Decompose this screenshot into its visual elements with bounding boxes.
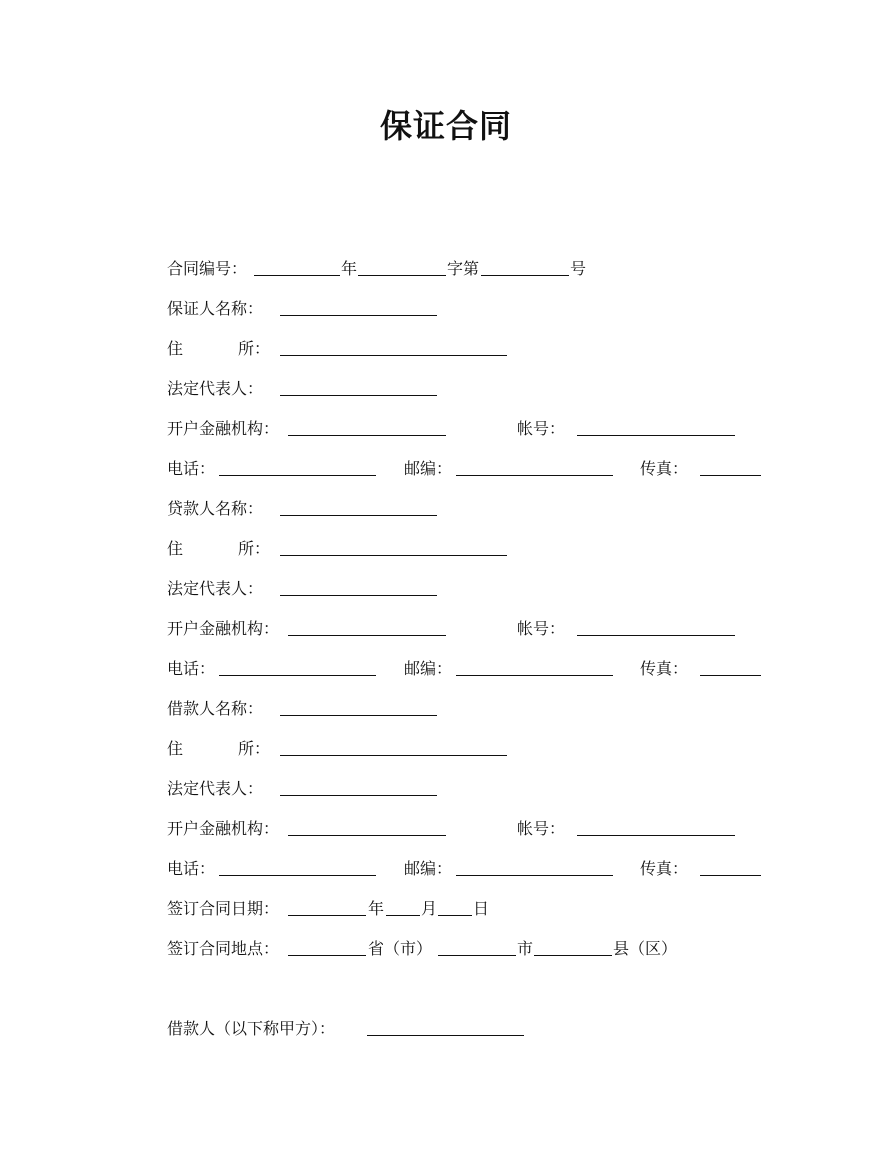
guarantor-account-blank[interactable] <box>577 435 735 436</box>
guarantor-postcode-blank[interactable] <box>456 475 613 476</box>
signing-date-label: 签订合同日期： <box>167 899 280 918</box>
borrower-account-label: 帐号： <box>517 819 566 838</box>
guarantor-name-blank[interactable] <box>280 315 437 316</box>
lender-address-label-2: 所： <box>238 539 271 558</box>
borrower-name-blank[interactable] <box>280 715 437 716</box>
guarantor-bank-blank[interactable] <box>288 435 446 436</box>
contract-number-hao-text: 号 <box>570 259 587 278</box>
borrower-address-label-2: 所： <box>238 739 271 758</box>
signing-county-text: 县（区） <box>613 939 678 958</box>
borrower-rep-blank[interactable] <box>280 795 437 796</box>
borrower-phone-blank[interactable] <box>219 875 376 876</box>
lender-rep-blank[interactable] <box>280 595 437 596</box>
signing-month-blank[interactable] <box>386 915 420 916</box>
guarantor-address-blank[interactable] <box>280 355 507 356</box>
signing-place-label: 签订合同地点： <box>167 939 280 958</box>
guarantor-bank-label: 开户金融机构： <box>167 419 280 438</box>
lender-fax-blank[interactable] <box>700 675 761 676</box>
borrower-address-label-1: 住 <box>167 739 184 758</box>
signing-province-blank[interactable] <box>288 955 366 956</box>
lender-phone-blank[interactable] <box>219 675 376 676</box>
guarantor-fax-blank[interactable] <box>700 475 761 476</box>
lender-phone-label: 电话： <box>167 659 216 678</box>
borrower-bank-blank[interactable] <box>288 835 446 836</box>
borrower-phone-label: 电话： <box>167 859 216 878</box>
contract-number-zidi-text: 字第 <box>447 259 480 278</box>
lender-account-blank[interactable] <box>577 635 735 636</box>
guarantor-name-label: 保证人名称： <box>167 299 264 318</box>
signing-month-text: 月 <box>421 899 438 918</box>
guarantor-postcode-label: 邮编： <box>404 459 453 478</box>
borrower-address-blank[interactable] <box>280 755 507 756</box>
contract-number-year-text: 年 <box>341 259 358 278</box>
signing-day-blank[interactable] <box>438 915 472 916</box>
guarantor-rep-blank[interactable] <box>280 395 437 396</box>
signing-county-blank[interactable] <box>534 955 612 956</box>
guarantor-address-label-1: 住 <box>167 339 184 358</box>
guarantor-fax-label: 传真： <box>640 459 689 478</box>
signing-day-text: 日 <box>473 899 490 918</box>
guarantor-account-label: 帐号： <box>517 419 566 438</box>
lender-postcode-blank[interactable] <box>456 675 613 676</box>
signing-city-blank[interactable] <box>438 955 516 956</box>
party-a-blank[interactable] <box>367 1035 524 1036</box>
borrower-fax-label: 传真： <box>640 859 689 878</box>
signing-year-blank[interactable] <box>288 915 366 916</box>
signing-city-text: 市 <box>517 939 534 958</box>
guarantor-phone-blank[interactable] <box>219 475 376 476</box>
contract-number-label: 合同编号： <box>167 259 248 278</box>
borrower-rep-label: 法定代表人： <box>167 779 264 798</box>
signing-year-text: 年 <box>368 899 385 918</box>
borrower-fax-blank[interactable] <box>700 875 761 876</box>
guarantor-phone-label: 电话： <box>167 459 216 478</box>
lender-rep-label: 法定代表人： <box>167 579 264 598</box>
borrower-postcode-label: 邮编： <box>404 859 453 878</box>
borrower-account-blank[interactable] <box>577 835 735 836</box>
borrower-name-label: 借款人名称： <box>167 699 264 718</box>
lender-account-label: 帐号： <box>517 619 566 638</box>
borrower-postcode-blank[interactable] <box>456 875 613 876</box>
lender-bank-blank[interactable] <box>288 635 446 636</box>
contract-number-seq-blank[interactable] <box>481 275 569 276</box>
guarantor-address-label-2: 所： <box>238 339 271 358</box>
lender-address-blank[interactable] <box>280 555 507 556</box>
lender-postcode-label: 邮编： <box>404 659 453 678</box>
borrower-bank-label: 开户金融机构： <box>167 819 280 838</box>
document-title: 保证合同 <box>379 107 512 145</box>
lender-name-label: 贷款人名称： <box>167 499 264 518</box>
contract-number-prefix-blank[interactable] <box>254 275 340 276</box>
guarantor-rep-label: 法定代表人： <box>167 379 264 398</box>
contract-number-year-blank[interactable] <box>358 275 446 276</box>
lender-address-label-1: 住 <box>167 539 184 558</box>
lender-bank-label: 开户金融机构： <box>167 619 280 638</box>
lender-name-blank[interactable] <box>280 515 437 516</box>
party-a-label: 借款人（以下称甲方）： <box>167 1019 336 1038</box>
signing-province-text: 省（市） <box>368 939 433 958</box>
lender-fax-label: 传真： <box>640 659 689 678</box>
